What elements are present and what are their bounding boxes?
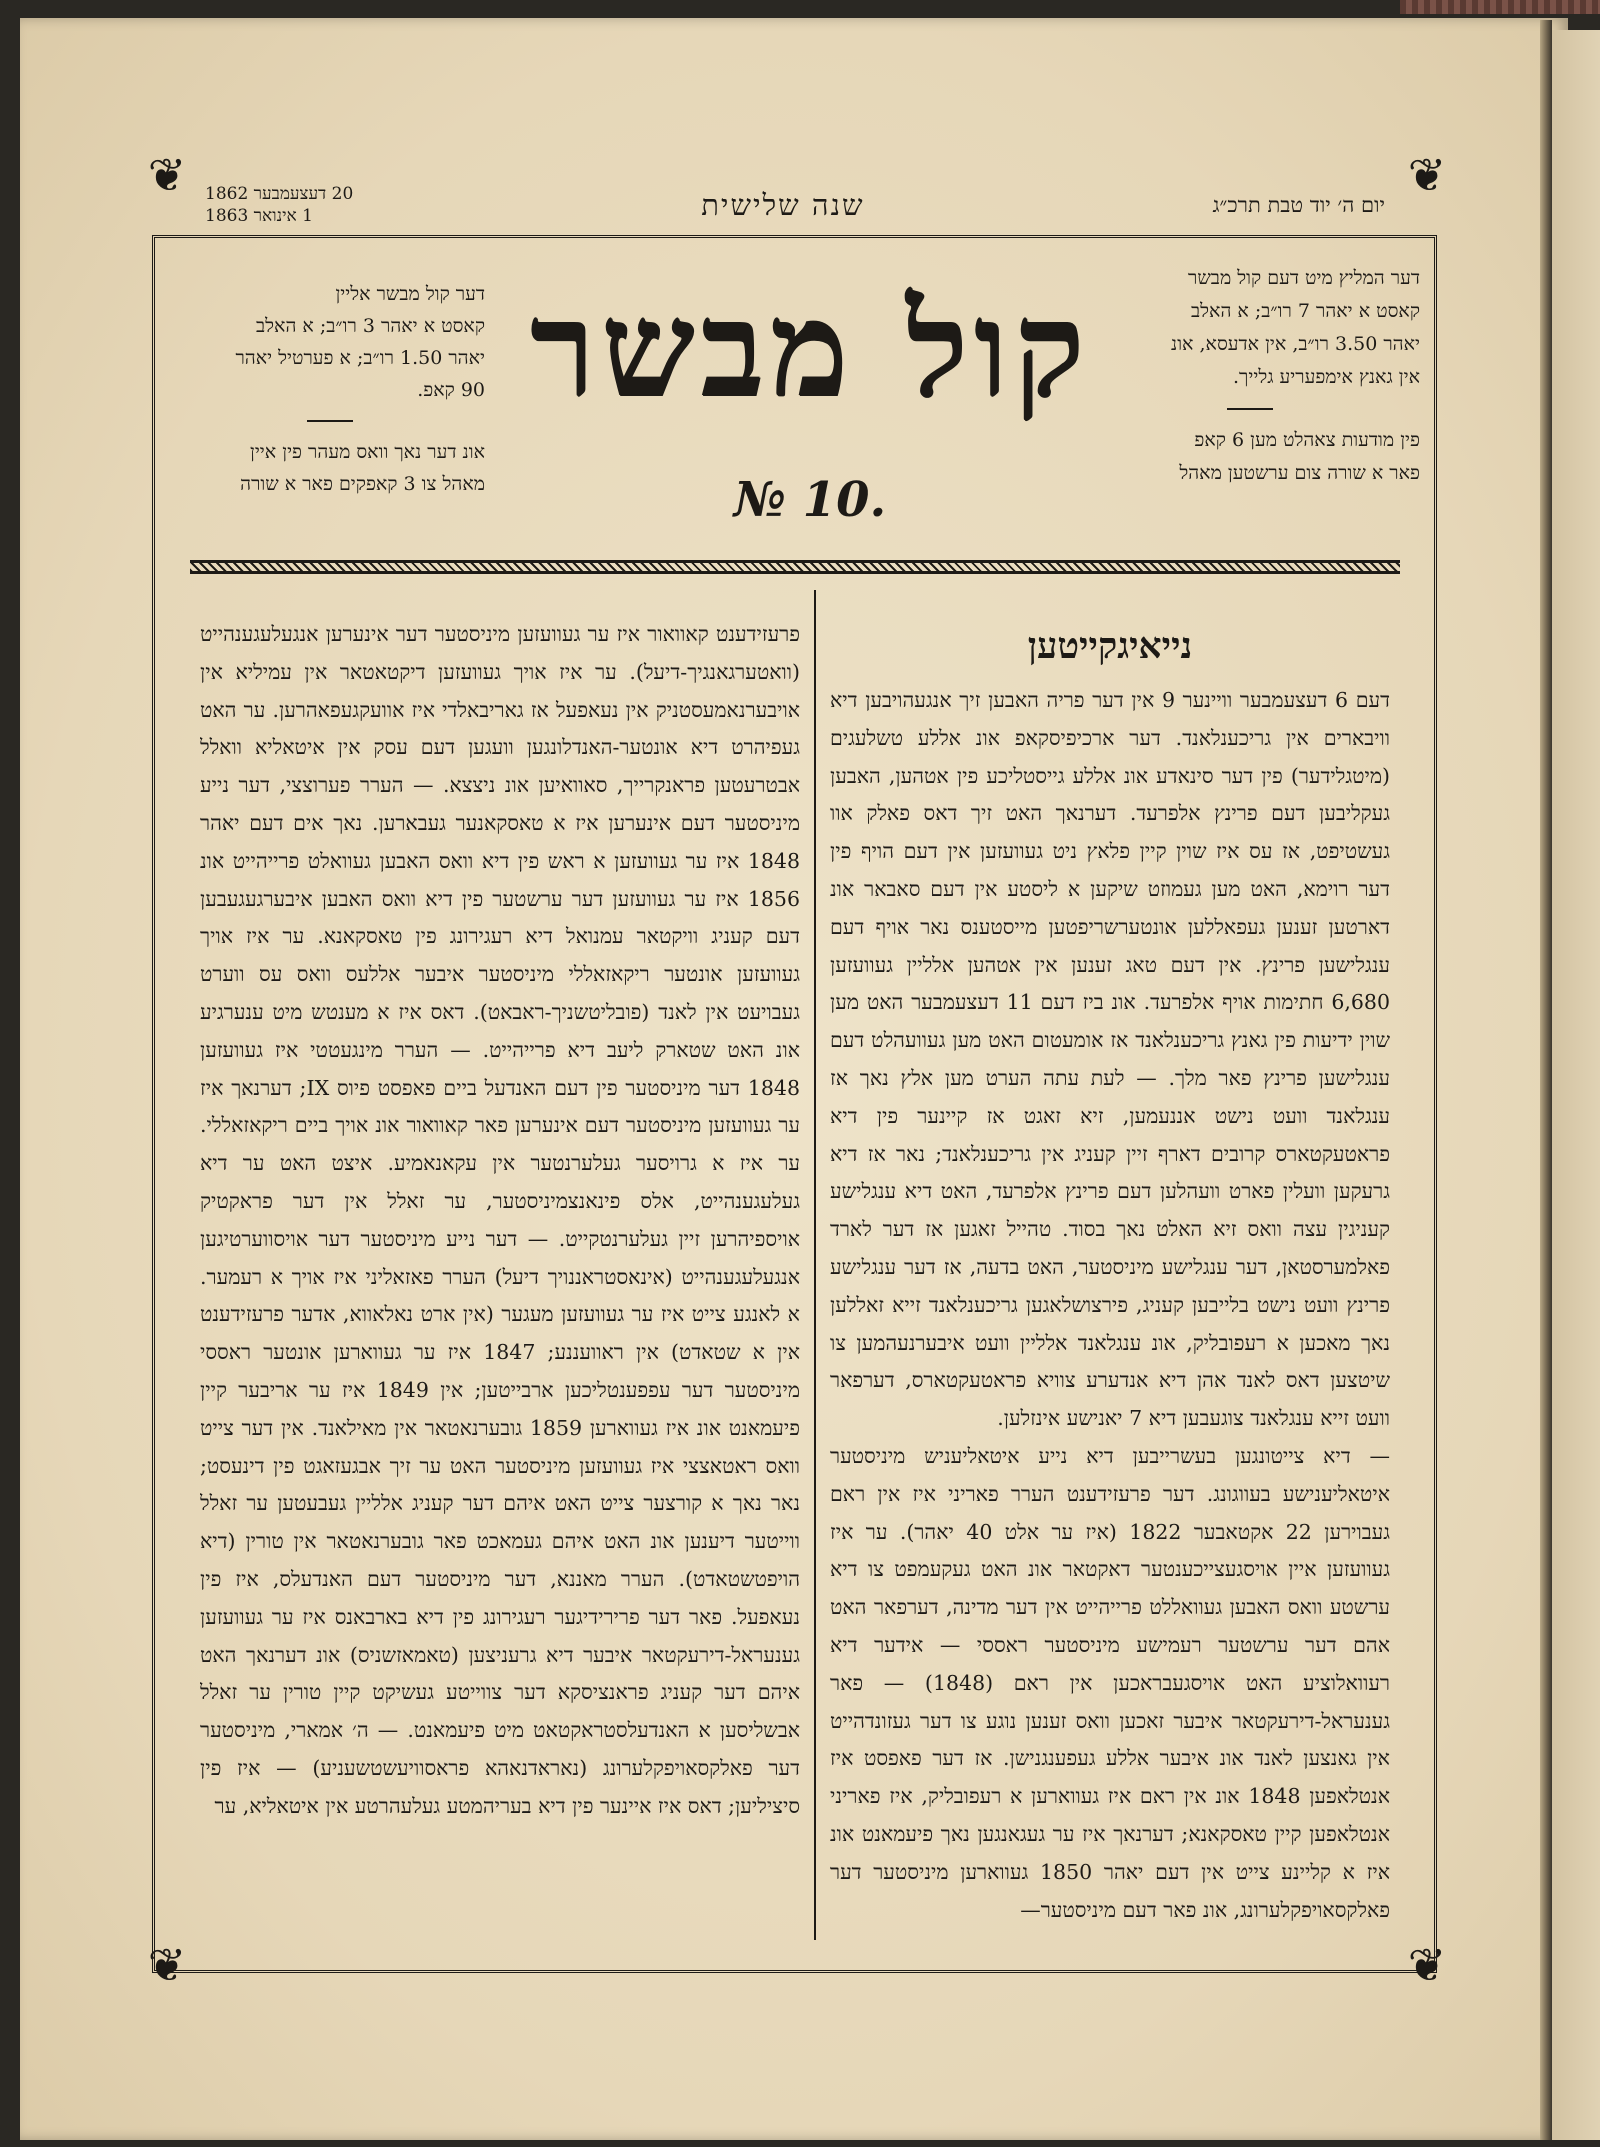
article-column-right (830, 616, 1390, 1929)
corner-ornament-icon: ❦ (147, 148, 187, 202)
short-rule (1227, 408, 1273, 410)
short-rule (307, 420, 353, 422)
page-gutter (1540, 20, 1552, 2140)
civil-date-line: 1 אינואר 1863 (205, 206, 313, 226)
adjacent-page-edge (1552, 30, 1600, 2140)
volume-year: שנה שלישית (701, 187, 865, 222)
subscription-box (1080, 262, 1420, 490)
ad-rate-line: מאהל צו 3 קאפקים פאר א שורה (240, 473, 485, 495)
ad-rate-line: פין מודעות צאהלט מען 6 קאפ (1194, 429, 1420, 451)
running-header (205, 182, 1385, 228)
ad-rate-line: פאר א שורה צום ערשטען מאהל (1179, 462, 1420, 484)
article-paragraph: דעם 6 דעצעמבער וויינער 9 אין דער פריה האבען זיך אנגעהויבען דיא וויבארים אין גריכענלאנד. דער ארכיפיסקאפ אונ אללע טשלעגים (מיטגלידער) פין דער סינאדע אונ אללע גייסטליכע פין אטהען, האבען געקליבען דעם פרינץ אלפרעד. דערנאך האט זיך דאס פאלק אוו געשטיפט, אז עס איז שוין קיין פלאץ ניט געוועזען אין דעם הויף פין דער רוימא, האט מען געמוזט שיקען א ליסטע אין דעם סאבאר אונ דארטען זענען געפאללען אונטערשריפטען מייסטענס נאר אויף דעם ענגלישען פרינץ. אין דעם טאג זענען אין אטהען אלליין געוועזען 6,680 חתימות אויף אלפרעד. אונ ביז דעם 11 דעצעמבער האט מען שוין ידיעות פין גאנץ גריכענלאנד אז אומעטום האט מען געוועהלט דעם ענגלישען פרינץ פאר מלך. — לעת עתה הערט מען אלץ נאך אז ענגלאנד וועט נישט אננעמען, זיא זאגט אז קיינער פין דיא פראטעקטארס קרובים דארף זיין קעניג אין גריכענלאנד; נאר אז דיא גרעקען וועלין פארט וועהלען דעם פרינץ אלפרעד, האט דיא ענגלישע קעניגין עצה וואס זיא האלט נאך בסוד. טהייל זאגען אז דער לארד פאלמערסטאן, דער ענגלישע מיניסטער, האט בדעה, אז דער ענגלישע פרינץ וועט נישט בלייבען קעניג, פירצושלאגען גריכענלאנד זייא זאללען נאך מאכען א רעפובליק, אונ ענגלאנד אלליין וועט איבערנעהמען צו שיטצען דאס לאנד אהן דיא אנדערע צוויא פראטעקטארס, דערפאר וועט זייא ענגלאנד צוגעבען דיא 7 יאנישע אינזלען. (830, 688, 1390, 1431)
book-spine-cloth (1400, 0, 1600, 14)
issue-number: № 10. (733, 472, 887, 528)
corner-ornament-icon: ❦ (1407, 1938, 1447, 1992)
corner-ornament-icon: ❦ (1407, 148, 1447, 202)
price-box (175, 278, 485, 500)
article-column-left (200, 616, 800, 1826)
price-line: 90 קאפ. (417, 379, 485, 401)
column-divider (814, 590, 816, 1940)
article-paragraph: — דיא צייטונגען בעשרייבען דיא נייע איטאליעניש מיניסטער איטאליענישע בעווגונג. דער פרעזידענט הערר פאריני איז אין ראם געבוירען 22 אקטאבער 1822 (איז ער אלט 40 יאהר). ער איז געוועזען איין אויסגעצייכענטער דאקטאר אונ האט געקעמפט צו דיא ערשטע וואס האבען געוואללט פרייהייט אין דער מדינה, דערפאר האט אהם דער ערשטער רעמישע מיניסטער ראססי — אידער דיא רעוואלוציע האט אויסגעבראכען אין ראם (1848) — פאר גענעראל-דירעקטאר איבער זאכען וואס זענען נוגע צו דער געזונדהייט אין גאנצען לאנד אונ איבער אללע געפענגנישן. אז דער פאפסט איז אנטלאפען 1848 אונ אין ראם איז געווארען א רעפובליק, איז פאריני אנטלאפען קיין טאסקאנא; דערנאך איז ער געגאנגען נאך פיעמאנט אונ איז א קליינע צייט אין דעם יאהר 1850 געווארען מיניסטער דער פאלקסאויפקלערונג, אונ פאר דעם מיניסטער— (830, 1443, 1390, 1922)
subscription-line: קאסט א יאהר 7 רו״ב; א האלב (1191, 300, 1420, 322)
subscription-line: יאהר 3.50 רו״ב, אין אדעסא, אונ (1171, 333, 1420, 355)
article-paragraph: פרעזידענט קאוואור איז ער געוועזען מיניסטער דער אינערען אנגעלעגענהייט (וואטערגאנגיך-דיעל). ער איז אויך געוועזען דיקטאטאר אין עמיליא אין אויבערנאמעסטניק אין נעאפעל אז גאריבאלדי איז אוועקגעפאהרען. ער האט געפיהרט דיא אונטער-האנדלונגען וועגען דעם עסק אין איטאליא וואלל אבטרעטען פראנקרייך, סאוואיען אונ ניצצא. — הערר פערוצצי, דער נייע מיניסטער דעם אינערען איז א טאסקאנער געבארען. נאך אים דעם יאהר 1848 איז ער געוועזען א ראש פין דיא וואס האבען געוואלט פרייהייט אונ 1856 איז ער געוועזען דער ערשטער פין דיא וואס האבען איבערגעגעבען דעם קעניג וויקטאר עמנואל דיא רעגירונג פין טאסקאנא. ער איז אויך געוועזען אונטער ריקאזאללי מיניסטער איבער אללעס וואס עס ווערט געבויעט אין לאנד (פובליטשניך-ראבאט). דאס איז א מענטש מיט ענערגיע אונ האט שטארק ליעב דיא פרייהייט. — הערר מינגעטטי איז געוועזען 1848 דער מיניסטער פין דעם האנדעל ביים פאפסט פיוס IX; דערנאך איז ער געוועזען מיניסטער דעם אינערען פאר קאוואור אונ אויך ביים ריקאזאללי. ער איז א גרויסער געלערנטער אין עקאנאמיע. איצט האט ער דיא געלעגענהייט, אלס פינאנצמיניסטער, ער זאלל אין דער פראקטיק אויספיהרען זיין געלערנטקייט. — דער נייע מיניסטער דער אויסווערטיגען אנגעלעגענהייט (אינאסטראננויך דיעל) הערר פאזאליני איז אויך א רעמער. א לאנגע צייט איז ער געוועזען מעגער (אין ארט נאלאווא, אדער פרעזידענט אין א שטאדט) אין ראוועננע; 1847 איז ער געווארען אונטער ראססי מיניסטער דער עפפענטליכען ארבייטען; אין 1849 איז ער אריבער קיין פיעמאנט אונ איז געווארען 1859 גובערנאטאר אין מאילאנד. אין דער צייט וואס ראטאצצי איז געוועזען מיניסטער האט ער זיך אבגעזאגט פין דינעסט; נאר נאך א קורצער צייט האט איהם דער קעניג אלליין געבעטען ער זאלל ווייטער דיענען אונ האט איהם געמאכט פאר גובערנאטאר אין טורין (דיא הויפטשטאדט). הערר מאננא, דער מיניסטער דעם האנדעלס, איז פין נעאפעל. פאר דער פרירידיגער רעגירונג פין דיא בארבאנס איז ער געוועזען גענעראל-דירעקטאר איבער דיא גרעניצען (טאמאזשניס) אונ דערנאך האט איהם דער קעניג פראנציסקא דער צווייטע געשיקט קיין טורין ער זאלל אבשליסען א האנדעלסטראקטאט מיט פיעמאנט. — ה׳ אמארי, מיניסטער דער פאלקסאויפקלערונג (נאראדנאהא פראסוויעשטשעניע) — איז פין סיציליען; דאס איז איינער פין דיא בעריהמטע געלעהרטע אין איטאליא, ער (200, 622, 800, 1818)
civil-date-line: 20 דעצעמבער 1862 (205, 184, 354, 204)
price-line: יאהר 1.50 רו״ב; א פערטיל יאהר (235, 347, 485, 369)
masthead-divider-rule (190, 560, 1400, 574)
masthead-title: קול מבשר (529, 272, 1091, 427)
price-line: קאסט א יאהר 3 רו״ב; א האלב (256, 315, 485, 337)
subscription-line: דער המליץ מיט דעם קול מבשר (1188, 267, 1420, 289)
ad-rate-line: אונ דער נאך וואס מעהר פין איין (249, 441, 485, 463)
article-title: נייאיגקייטען (1027, 625, 1193, 667)
civil-date (205, 183, 353, 227)
corner-ornament-icon: ❦ (147, 1938, 187, 1992)
price-line: דער קול מבשר אליין (335, 283, 485, 305)
hebrew-date: יום ה׳ יוד טבת תרכ״ג (1212, 192, 1385, 217)
subscription-line: אין גאנץ אימפעריע גלייך. (1232, 366, 1420, 388)
